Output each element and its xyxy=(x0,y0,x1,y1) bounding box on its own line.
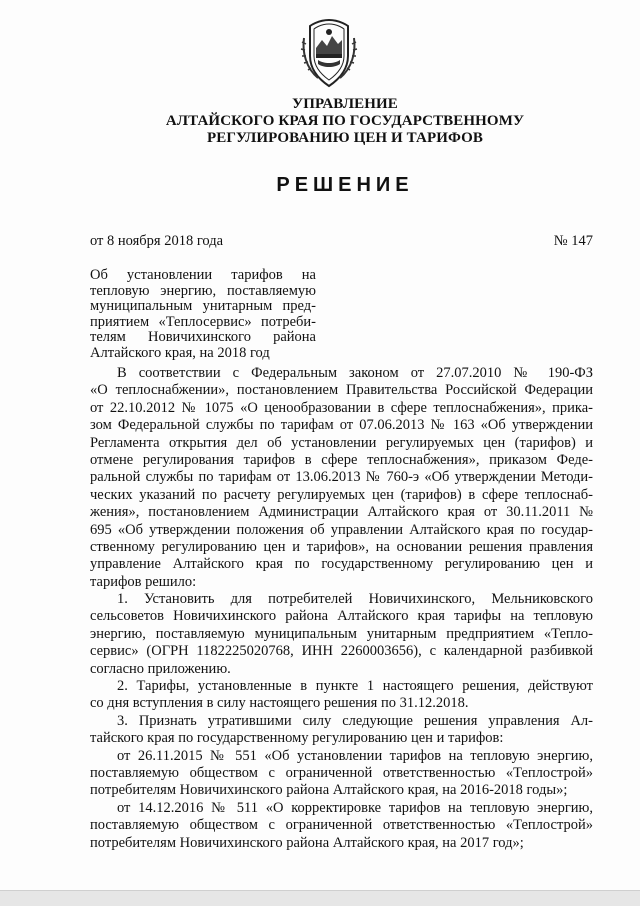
body-line: отмене регулирования тарифов в сфере теплоснабжения», приказом Феде- xyxy=(90,451,593,468)
body-line: сельсоветов Новичихинского района Алтайского края тарифы на тепловую xyxy=(90,608,593,625)
body-line: 3. Признать утратившими силу следующие решения управления Ал- xyxy=(117,712,593,729)
body-line: энергию, поставляемую муниципальным унитарным предприятием «Тепло- xyxy=(90,625,593,642)
org-name-line-2: АЛТАЙСКОГО КРАЯ ПО ГОСУДАРСТВЕННОМУ xyxy=(165,113,525,129)
body-line: от 26.11.2015 № 551 «Об установлении тарифов на тепловую энергию, xyxy=(117,747,593,764)
org-name-line-3: РЕГУЛИРОВАНИЮ ЦЕН И ТАРИФОВ xyxy=(206,130,484,146)
body-line: от 22.10.2012 № 1075 «О ценообразовании в сфере теплоснабжения», прика- xyxy=(90,399,593,416)
subject-line: телям Новичихинского района xyxy=(90,329,316,346)
body-line: со дня вступления в силу настоящего решения по 31.12.2018. xyxy=(90,695,469,712)
body-line: «О теплоснабжении», постановлением Правительства Российской Федерации xyxy=(90,382,593,399)
subject-line: приятием «Теплосервис» потреби- xyxy=(90,313,316,330)
body-line: поставляемую обществом с ограниченной ответственностью «Теплострой» xyxy=(90,764,593,781)
body-line: тайского края по государственному регулированию цен и тарифов: xyxy=(90,730,504,747)
body-line: ральной службы по тарифам от 13.06.2013 № 760-э «Об утверждении Методи- xyxy=(90,469,593,486)
body-line: Регламента открытия дел об установлении регулируемых цен (тарифов) и xyxy=(90,434,593,451)
body-line: 695 «Об утверждении положения об управлении Алтайского края по государ- xyxy=(90,521,593,538)
body-line: потребителям Новичихинского района Алтайского края, на 2016-2018 годы»; xyxy=(90,782,568,799)
body-line: поставляемую обществом с ограниченной ответственностью «Теплострой» xyxy=(90,817,593,834)
body-line: 2. Тарифы, установленные в пункте 1 настоящего решения, действуют xyxy=(117,678,593,695)
subject-line: тепловую энергию, поставляемую xyxy=(90,282,316,299)
body-line: от 14.12.2016 № 511 «О корректировке тарифов на тепловую энергию, xyxy=(117,799,593,816)
subject-line: Алтайского края, на 2018 год xyxy=(90,344,270,361)
org-name-line-1: УПРАВЛЕНИЕ xyxy=(292,96,398,112)
body-line: жения», постановлением Администрации Алтайского края от 30.11.2011 № xyxy=(90,504,593,521)
document-body xyxy=(90,365,593,852)
document-type-title: РЕШЕНИЕ xyxy=(276,174,414,196)
body-line: согласно приложению. xyxy=(90,660,231,677)
body-line: сервис» (ОГРН 1182225020768, ИНН 2260003656), с календарной разбивкой xyxy=(90,643,593,660)
coat-of-arms-icon xyxy=(298,18,360,88)
body-line: тарифов решило: xyxy=(90,573,197,590)
scan-bottom-edge xyxy=(0,890,640,906)
body-line: В соответствии с Федеральным законом от 27.07.2010 № 190-ФЗ xyxy=(117,365,593,381)
subject-line: Об установлении тарифов на xyxy=(90,267,316,283)
body-line: зом Федеральной службы по тарифам от 07.06.2013 № 163 «Об утверждении xyxy=(90,417,593,434)
body-line: 1. Установить для потребителей Новичихинского, Мельниковского xyxy=(117,591,593,608)
document-subject xyxy=(90,268,316,362)
document-date: от 8 ноября 2018 года xyxy=(90,233,224,249)
body-line: управление Алтайского края по государственному регулированию цен и xyxy=(90,556,593,573)
body-line: ственному регулированию цен и тарифов», на основании решения правления xyxy=(90,538,593,555)
body-line: потребителям Новичихинского района Алтайского края, на 2017 год»; xyxy=(90,834,524,851)
body-line: ческих указаний по расчету регулируемых цен (тарифов) в сфере теплоснаб- xyxy=(90,486,593,503)
document-number: № 147 xyxy=(553,233,593,249)
subject-line: муниципальным унитарным пред- xyxy=(90,298,316,315)
